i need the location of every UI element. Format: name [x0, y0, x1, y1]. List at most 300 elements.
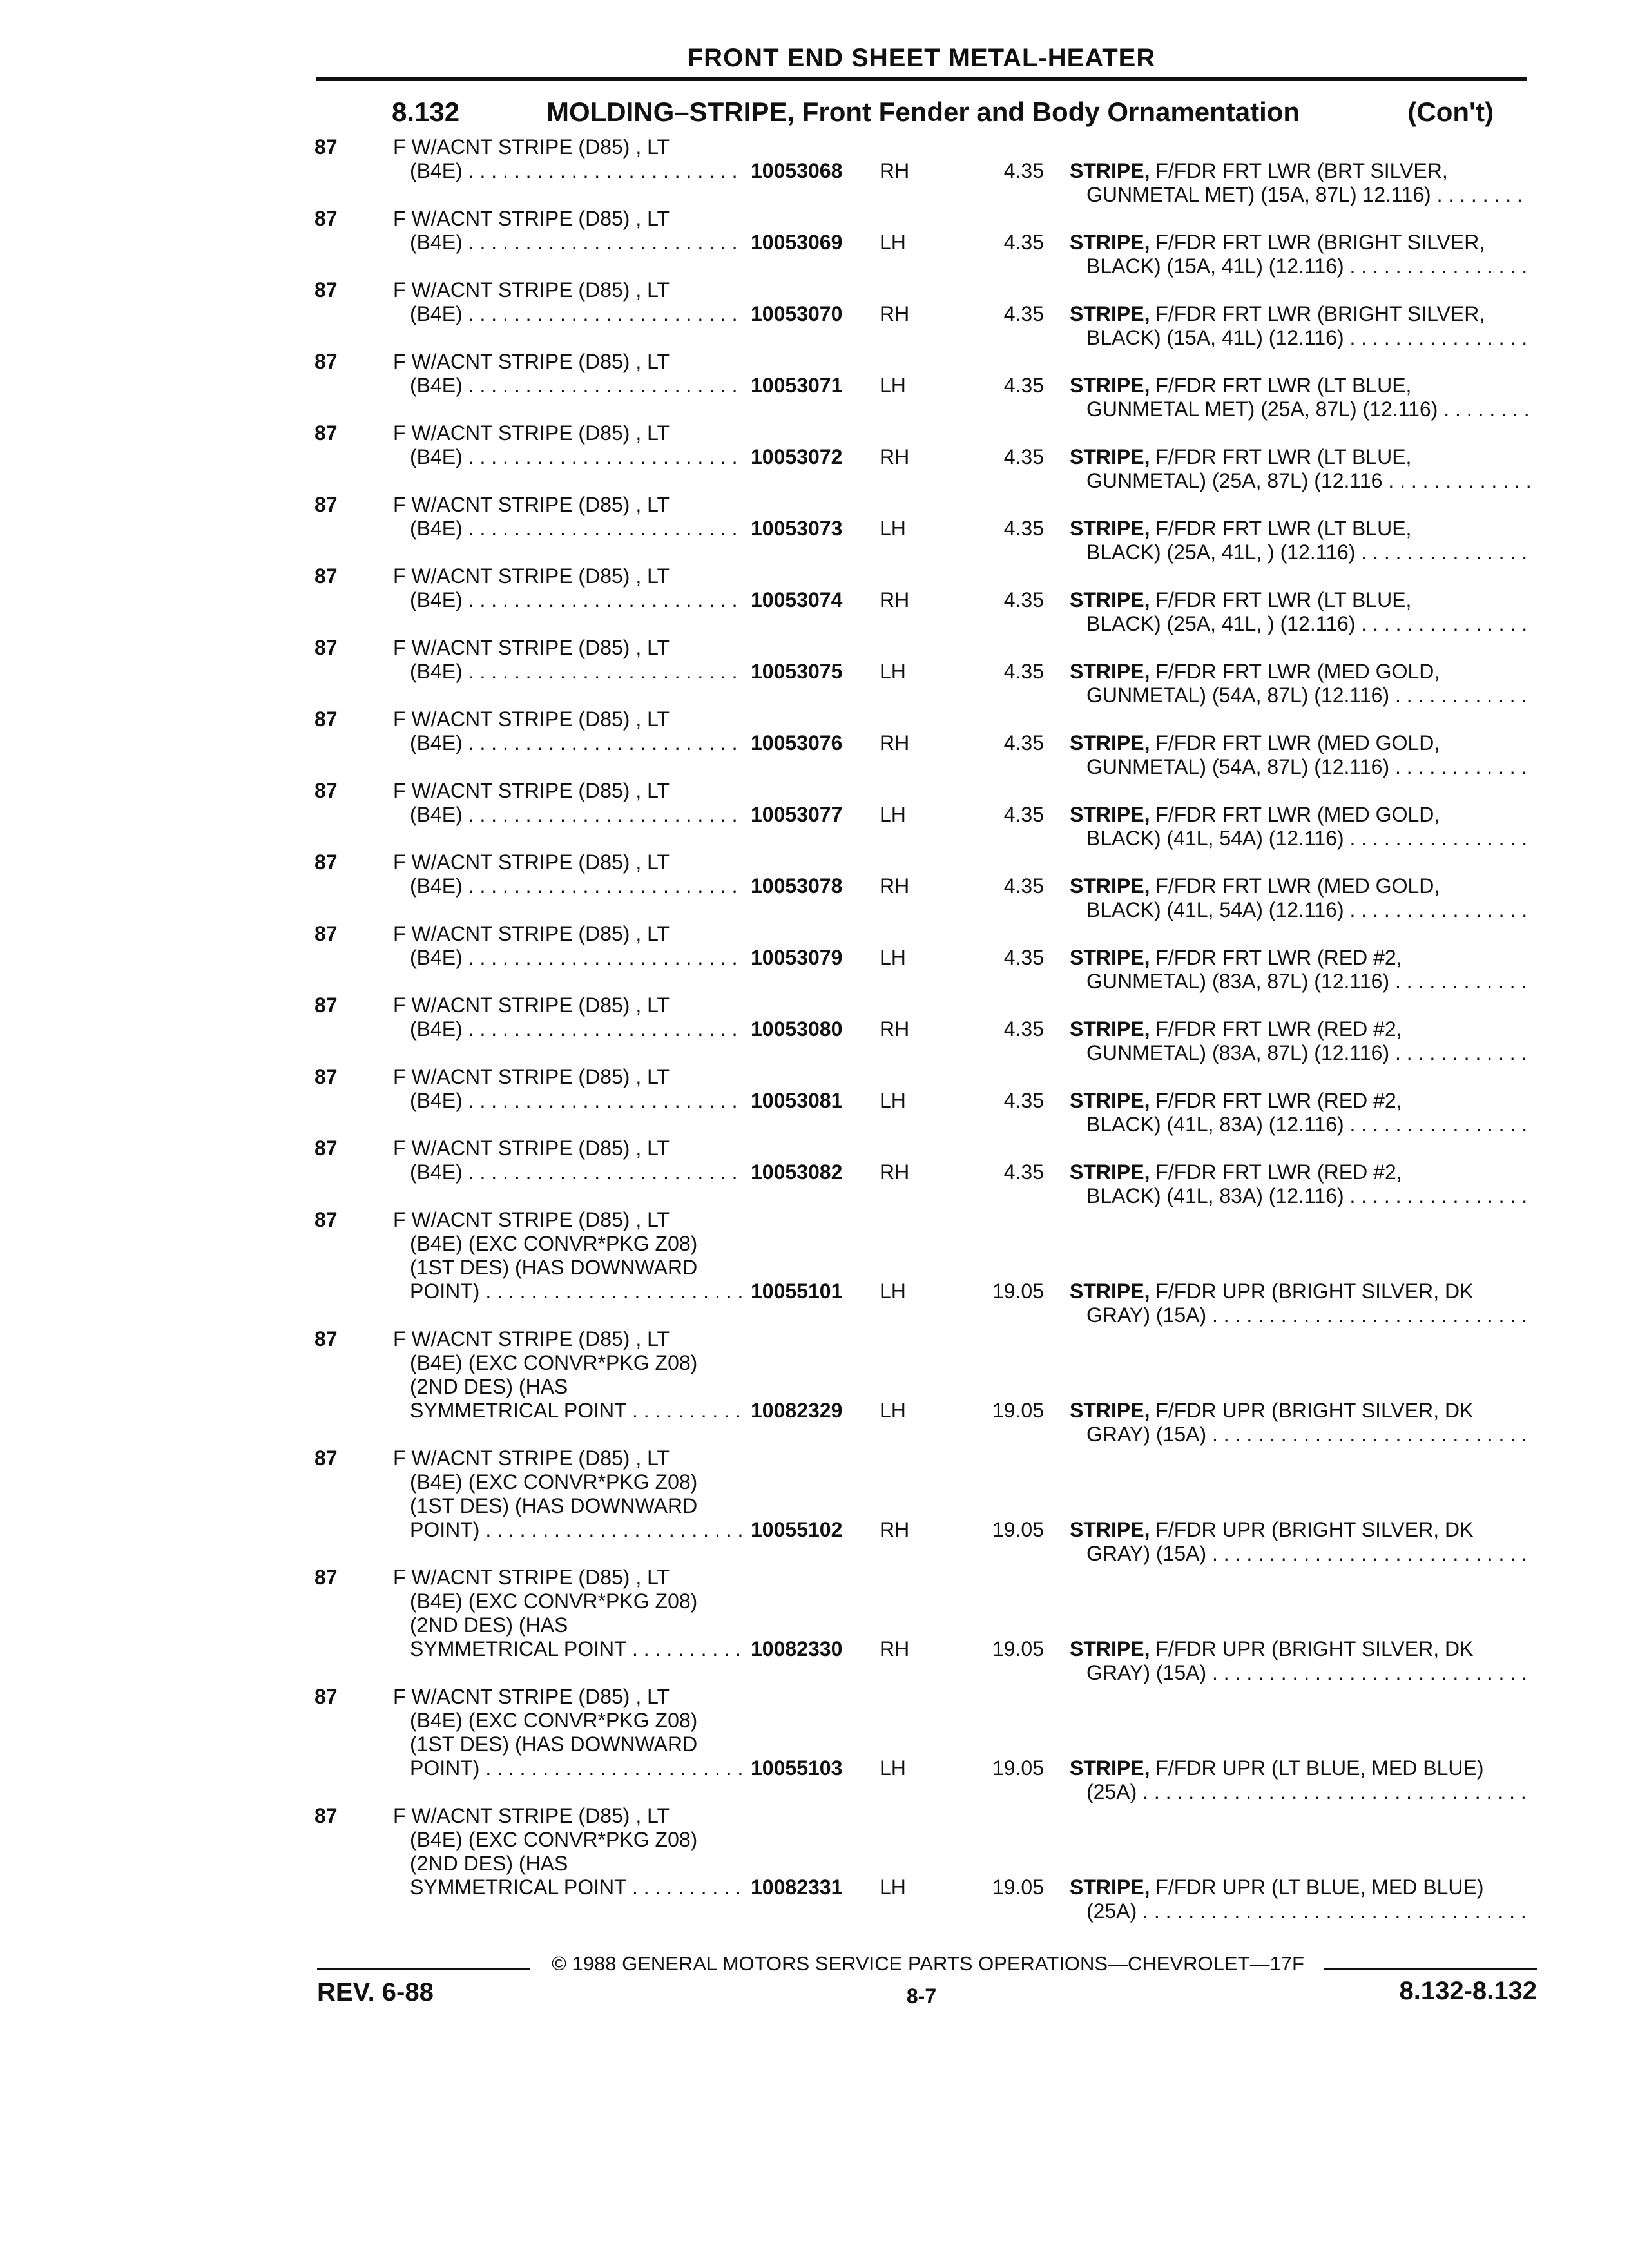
- entry-year: 87: [314, 135, 338, 159]
- part-name-text: GUNMETAL) (83A, 87L) (12.116): [1086, 970, 1390, 993]
- part-name-text: GRAY) (15A): [1086, 1423, 1207, 1446]
- part-number: 10053079: [751, 946, 843, 969]
- part-name-text: BLACK) (41L, 54A) (12.116): [1086, 898, 1344, 921]
- part-name-text: GRAY) (15A): [1086, 1542, 1207, 1565]
- description-text: (B4E): [410, 159, 463, 182]
- entry-description: [393, 1446, 744, 1542]
- description-text: (1ST DES) (HAS DOWNWARD: [410, 1494, 698, 1517]
- part-name-text: GRAY) (15A): [1086, 1303, 1207, 1327]
- description-text: F W/ACNT STRIPE (D85) , LT: [393, 564, 670, 588]
- entry-year: 87: [314, 636, 338, 659]
- description-line: [393, 1590, 744, 1613]
- entry-year: 87: [314, 493, 338, 516]
- description-line: [393, 1566, 744, 1590]
- part-name-line1: [1070, 231, 1530, 255]
- leader-dots: [479, 1518, 744, 1541]
- part-name-line2: [1070, 1184, 1530, 1208]
- leader-dots: [1344, 326, 1530, 349]
- description-line: [393, 1017, 744, 1041]
- side-indicator: LH: [880, 1756, 906, 1780]
- part-number: 10082329: [751, 1399, 843, 1422]
- part-number: 10082330: [751, 1637, 843, 1660]
- footer-page-number: 8-7: [906, 1984, 937, 2008]
- entry-year: 87: [314, 922, 338, 945]
- description-line: [393, 1804, 744, 1828]
- part-number: 10053078: [751, 874, 843, 898]
- parts-entry: [0, 1208, 1629, 1327]
- entry-year: 87: [314, 350, 338, 373]
- leader-dots: [463, 660, 744, 683]
- description-line: [393, 1828, 744, 1852]
- leader-dots: [479, 1280, 744, 1303]
- description-line: [393, 1852, 744, 1876]
- side-indicator: LH: [880, 803, 906, 826]
- parts-entry: [0, 779, 1629, 850]
- parts-entry: [0, 1065, 1629, 1137]
- entry-year: 87: [314, 779, 338, 802]
- quantity-value: 4.35: [1003, 803, 1044, 826]
- description-line: [393, 350, 744, 374]
- side-indicator: LH: [880, 1089, 906, 1112]
- quantity-value: 19.05: [992, 1518, 1044, 1541]
- part-name-line2: [1070, 183, 1530, 207]
- parts-entry: [0, 850, 1629, 922]
- leader-dots: [1389, 684, 1530, 707]
- leader-dots: [463, 731, 744, 754]
- section-number: 8.132: [392, 97, 460, 127]
- part-name-text: F/FDR FRT LWR (RED #2,: [1155, 1089, 1402, 1112]
- parts-entry: [0, 994, 1629, 1065]
- description-text: F W/ACNT STRIPE (D85) , LT: [393, 1685, 670, 1708]
- description-line: [393, 660, 744, 684]
- parts-entry: [0, 493, 1629, 564]
- description-text: (B4E) (EXC CONVR*PKG Z08): [410, 1709, 698, 1732]
- quantity-value: 4.35: [1003, 588, 1044, 611]
- part-name-text: (25A): [1086, 1780, 1137, 1803]
- part-name: [1070, 374, 1530, 421]
- leader-dots: [1344, 1113, 1530, 1136]
- description-line: [393, 731, 744, 755]
- entry-description: [393, 636, 744, 684]
- description-line: [393, 1065, 744, 1089]
- parts-entry: [0, 1804, 1629, 1923]
- side-indicator: LH: [880, 231, 906, 254]
- part-name-line2: [1070, 1423, 1530, 1446]
- part-name-line2: [1070, 1542, 1530, 1566]
- part-name-text: BLACK) (41L, 83A) (12.116): [1086, 1184, 1344, 1207]
- description-text: SYMMETRICAL POINT: [410, 1876, 627, 1899]
- part-keyword: STRIPE,: [1070, 1518, 1150, 1541]
- quantity-value: 4.35: [1003, 374, 1044, 397]
- part-name-text: F/FDR UPR (BRIGHT SILVER, DK: [1155, 1399, 1474, 1422]
- leader-dots: [463, 588, 744, 611]
- description-text: F W/ACNT STRIPE (D85) , LT: [393, 1208, 670, 1231]
- side-indicator: RH: [880, 302, 910, 325]
- entry-description: [393, 1566, 744, 1661]
- part-keyword: STRIPE,: [1070, 374, 1150, 397]
- part-name: [1070, 1160, 1530, 1208]
- description-line: [393, 1637, 744, 1661]
- part-keyword: STRIPE,: [1070, 302, 1150, 325]
- part-name-line1: [1070, 1756, 1530, 1780]
- parts-entry: [0, 1327, 1629, 1446]
- leader-dots: [463, 445, 744, 468]
- entry-year: 87: [314, 1065, 338, 1088]
- part-name-text: GRAY) (15A): [1086, 1661, 1207, 1684]
- parts-entry: [0, 135, 1629, 207]
- description-line: [393, 421, 744, 445]
- entry-year: 87: [314, 421, 338, 445]
- part-number: 10055102: [751, 1518, 843, 1541]
- entry-year: 87: [314, 1208, 338, 1231]
- description-line: [393, 994, 744, 1017]
- part-name-line1: [1070, 1518, 1530, 1542]
- description-text: POINT): [410, 1518, 480, 1541]
- part-name-text: F/FDR FRT LWR (LT BLUE,: [1155, 445, 1412, 468]
- quantity-value: 4.35: [1003, 445, 1044, 468]
- part-keyword: STRIPE,: [1070, 1756, 1150, 1780]
- part-keyword: STRIPE,: [1070, 159, 1150, 182]
- leader-dots: [1344, 827, 1530, 850]
- part-name-line2: [1070, 1041, 1530, 1065]
- part-keyword: STRIPE,: [1070, 1160, 1150, 1184]
- description-text: F W/ACNT STRIPE (D85) , LT: [393, 1137, 670, 1160]
- leader-dots: [626, 1637, 744, 1660]
- entry-description: [393, 1065, 744, 1113]
- entry-description: [393, 421, 744, 469]
- description-line: [393, 1494, 744, 1518]
- part-name-text: F/FDR FRT LWR (BRIGHT SILVER,: [1155, 302, 1485, 325]
- side-indicator: LH: [880, 374, 906, 397]
- description-line: [393, 1446, 744, 1470]
- part-name-text: (25A): [1086, 1899, 1137, 1923]
- parts-entry: [0, 636, 1629, 707]
- description-text: (B4E) (EXC CONVR*PKG Z08): [410, 1232, 698, 1255]
- description-text: F W/ACNT STRIPE (D85) , LT: [393, 994, 670, 1017]
- description-text: SYMMETRICAL POINT: [410, 1637, 627, 1660]
- quantity-value: 4.35: [1003, 517, 1044, 540]
- part-keyword: STRIPE,: [1070, 1637, 1150, 1660]
- entry-year: 87: [314, 1685, 338, 1708]
- description-text: F W/ACNT STRIPE (D85) , LT: [393, 636, 670, 659]
- leader-dots: [463, 1089, 744, 1112]
- side-indicator: RH: [880, 445, 910, 468]
- part-name: [1070, 1518, 1530, 1566]
- part-name-line2: [1070, 398, 1530, 421]
- part-name-line1: [1070, 1089, 1530, 1113]
- part-name: [1070, 1876, 1530, 1923]
- parts-entry: [0, 707, 1629, 779]
- part-keyword: STRIPE,: [1070, 1280, 1150, 1303]
- part-name-line1: [1070, 874, 1530, 898]
- part-name-text: F/FDR FRT LWR (BRIGHT SILVER,: [1155, 231, 1485, 254]
- description-line: [393, 1518, 744, 1542]
- description-text: (B4E): [410, 517, 463, 540]
- entry-description: [393, 779, 744, 827]
- footer-revision: REV. 6-88: [317, 1978, 434, 2006]
- description-line: [393, 374, 744, 398]
- description-text: (B4E) (EXC CONVR*PKG Z08): [410, 1351, 698, 1374]
- description-text: (1ST DES) (HAS DOWNWARD: [410, 1733, 698, 1756]
- part-name-line1: [1070, 660, 1530, 684]
- part-name-line2: [1070, 684, 1530, 707]
- description-line: [393, 135, 744, 159]
- side-indicator: LH: [880, 946, 906, 969]
- part-name-text: GUNMETAL MET) (25A, 87L) (12.116): [1086, 398, 1438, 421]
- description-line: [393, 874, 744, 898]
- leader-dots: [1344, 255, 1530, 278]
- description-line: [393, 1280, 744, 1303]
- parts-entry: [0, 1685, 1629, 1804]
- part-keyword: STRIPE,: [1070, 517, 1150, 540]
- description-line: [393, 1876, 744, 1899]
- side-indicator: RH: [880, 588, 910, 611]
- description-text: (B4E): [410, 374, 463, 397]
- entry-year: 87: [314, 278, 338, 302]
- part-name-line2: [1070, 970, 1530, 994]
- part-name-line2: [1070, 255, 1530, 278]
- part-name: [1070, 231, 1530, 278]
- side-indicator: RH: [880, 731, 910, 754]
- entry-year: 87: [314, 207, 338, 230]
- part-keyword: STRIPE,: [1070, 445, 1150, 468]
- part-name-line2: [1070, 612, 1530, 636]
- part-name-line2: [1070, 1661, 1530, 1685]
- description-text: F W/ACNT STRIPE (D85) , LT: [393, 1065, 670, 1088]
- description-line: [393, 803, 744, 827]
- part-name-line1: [1070, 1876, 1530, 1899]
- part-keyword: STRIPE,: [1070, 803, 1150, 826]
- part-name-text: F/FDR FRT LWR (MED GOLD,: [1155, 803, 1440, 826]
- leader-dots: [1344, 898, 1530, 921]
- description-line: [393, 278, 744, 302]
- description-line: [393, 850, 744, 874]
- description-text: SYMMETRICAL POINT: [410, 1399, 627, 1422]
- side-indicator: LH: [880, 660, 906, 683]
- quantity-value: 4.35: [1003, 1089, 1044, 1112]
- description-line: [393, 1351, 744, 1375]
- description-text: F W/ACNT STRIPE (D85) , LT: [393, 421, 670, 445]
- description-text: (2ND DES) (HAS: [410, 1375, 568, 1398]
- entry-year: 87: [314, 564, 338, 588]
- entry-description: [393, 1137, 744, 1184]
- leader-dots: [463, 946, 744, 969]
- entry-year: 87: [314, 1566, 338, 1589]
- part-number: 10053080: [751, 1017, 843, 1041]
- description-line: [393, 1733, 744, 1756]
- part-number: 10055103: [751, 1756, 843, 1780]
- description-text: F W/ACNT STRIPE (D85) , LT: [393, 493, 670, 516]
- side-indicator: RH: [880, 159, 910, 182]
- part-name-line1: [1070, 1637, 1530, 1661]
- part-name-text: F/FDR UPR (BRIGHT SILVER, DK: [1155, 1280, 1474, 1303]
- part-number: 10053073: [751, 517, 843, 540]
- description-line: [393, 1232, 744, 1256]
- entry-description: [393, 135, 744, 183]
- part-number: 10053074: [751, 588, 843, 611]
- part-name-line1: [1070, 445, 1530, 469]
- part-keyword: STRIPE,: [1070, 731, 1150, 754]
- quantity-value: 19.05: [992, 1637, 1044, 1660]
- part-name: [1070, 1399, 1530, 1446]
- description-line: [393, 517, 744, 541]
- part-number: 10053068: [751, 159, 843, 182]
- quantity-value: 4.35: [1003, 660, 1044, 683]
- part-name-text: F/FDR FRT LWR (RED #2,: [1155, 1160, 1402, 1184]
- entry-description: [393, 493, 744, 541]
- parts-entry: [0, 207, 1629, 278]
- part-number: 10053070: [751, 302, 843, 325]
- entry-year: 87: [314, 1804, 338, 1827]
- description-text: (2ND DES) (HAS: [410, 1852, 568, 1875]
- description-text: F W/ACNT STRIPE (D85) , LT: [393, 1327, 670, 1350]
- part-name: [1070, 946, 1530, 994]
- part-name-line1: [1070, 1017, 1530, 1041]
- part-name-text: F/FDR FRT LWR (RED #2,: [1155, 1017, 1402, 1041]
- leader-dots: [1389, 970, 1530, 993]
- part-name-line1: [1070, 1280, 1530, 1303]
- part-keyword: STRIPE,: [1070, 1089, 1150, 1112]
- part-name-text: F/FDR FRT LWR (LT BLUE,: [1155, 588, 1412, 611]
- entry-description: [393, 707, 744, 755]
- part-keyword: STRIPE,: [1070, 660, 1150, 683]
- side-indicator: RH: [880, 874, 910, 898]
- part-name-line1: [1070, 946, 1530, 970]
- entry-year: 87: [314, 994, 338, 1017]
- description-text: (B4E): [410, 731, 463, 754]
- description-text: F W/ACNT STRIPE (D85) , LT: [393, 1804, 670, 1827]
- description-line: [393, 207, 744, 231]
- description-text: (B4E): [410, 1160, 463, 1184]
- description-line: [393, 588, 744, 612]
- part-name-text: F/FDR FRT LWR (MED GOLD,: [1155, 731, 1440, 754]
- description-line: [393, 1375, 744, 1399]
- leader-dots: [1206, 1423, 1530, 1446]
- part-name-line1: [1070, 1160, 1530, 1184]
- part-name: [1070, 874, 1530, 922]
- part-name-text: GUNMETAL) (54A, 87L) (12.116): [1086, 755, 1390, 778]
- part-name-line2: [1070, 827, 1530, 850]
- description-text: (B4E) (EXC CONVR*PKG Z08): [410, 1590, 698, 1613]
- leader-dots: [1206, 1542, 1530, 1565]
- footer-copyright: © 1988 GENERAL MOTORS SERVICE PARTS OPERATIONS—CHEVROLET—17F: [552, 1952, 1304, 1975]
- part-name-text: GUNMETAL MET) (15A, 87L) 12.116): [1086, 183, 1431, 206]
- description-text: (B4E) (EXC CONVR*PKG Z08): [410, 1828, 698, 1851]
- section-heading: [392, 97, 1494, 135]
- parts-entry: [0, 350, 1629, 421]
- part-name-text: F/FDR UPR (BRIGHT SILVER, DK: [1155, 1637, 1474, 1660]
- quantity-value: 19.05: [992, 1876, 1044, 1899]
- section-continued: (Con't): [1407, 97, 1494, 127]
- part-number: 10053075: [751, 660, 843, 683]
- part-number: 10053071: [751, 374, 843, 397]
- part-name-text: GUNMETAL) (83A, 87L) (12.116): [1086, 1041, 1390, 1064]
- leader-dots: [463, 374, 744, 397]
- part-name-text: F/FDR FRT LWR (LT BLUE,: [1155, 517, 1412, 540]
- side-indicator: RH: [880, 1637, 910, 1660]
- entry-description: [393, 1208, 744, 1303]
- leader-dots: [463, 231, 744, 254]
- description-text: (B4E): [410, 1017, 463, 1041]
- part-number: 10053069: [751, 231, 843, 254]
- side-indicator: LH: [880, 1399, 906, 1422]
- part-name: [1070, 445, 1530, 493]
- description-line: [393, 1470, 744, 1494]
- leader-dots: [1206, 1303, 1530, 1327]
- description-line: [393, 159, 744, 183]
- part-name-text: F/FDR FRT LWR (LT BLUE,: [1155, 374, 1412, 397]
- part-name-text: BLACK) (41L, 83A) (12.116): [1086, 1113, 1344, 1136]
- part-name-line2: [1070, 755, 1530, 779]
- part-name-line2: [1070, 541, 1530, 564]
- entry-description: [393, 1685, 744, 1780]
- parts-list: [0, 135, 1629, 1923]
- entry-description: [393, 350, 744, 398]
- description-line: [393, 302, 744, 326]
- leader-dots: [626, 1399, 744, 1422]
- description-line: [393, 1685, 744, 1709]
- leader-dots: [1344, 1184, 1530, 1207]
- description-text: F W/ACNT STRIPE (D85) , LT: [393, 707, 670, 731]
- part-number: 10053077: [751, 803, 843, 826]
- part-name-text: GUNMETAL) (54A, 87L) (12.116): [1086, 684, 1390, 707]
- part-name-text: F/FDR FRT LWR (RED #2,: [1155, 946, 1402, 969]
- part-name: [1070, 1756, 1530, 1804]
- description-line: [393, 779, 744, 803]
- description-line: [393, 922, 744, 946]
- part-name: [1070, 660, 1530, 707]
- part-name-line1: [1070, 302, 1530, 326]
- side-indicator: LH: [880, 1876, 906, 1899]
- side-indicator: RH: [880, 1017, 910, 1041]
- description-text: F W/ACNT STRIPE (D85) , LT: [393, 850, 670, 874]
- leader-dots: [1382, 469, 1530, 492]
- part-number: 10055101: [751, 1280, 843, 1303]
- part-name-text: GUNMETAL) (25A, 87L) (12.116: [1086, 469, 1383, 492]
- part-name: [1070, 1089, 1530, 1137]
- part-name-line1: [1070, 731, 1530, 755]
- part-number: 10082331: [751, 1876, 843, 1899]
- leader-dots: [1389, 1041, 1530, 1064]
- description-text: F W/ACNT STRIPE (D85) , LT: [393, 278, 670, 302]
- entry-year: 87: [314, 1327, 338, 1350]
- part-name-line2: [1070, 1780, 1530, 1804]
- part-number: 10053072: [751, 445, 843, 468]
- leader-dots: [626, 1876, 744, 1899]
- quantity-value: 4.35: [1003, 231, 1044, 254]
- description-text: (B4E): [410, 445, 463, 468]
- entry-year: 87: [314, 850, 338, 874]
- part-name-text: BLACK) (41L, 54A) (12.116): [1086, 827, 1344, 850]
- description-line: [393, 564, 744, 588]
- description-text: F W/ACNT STRIPE (D85) , LT: [393, 350, 670, 373]
- description-text: F W/ACNT STRIPE (D85) , LT: [393, 207, 670, 230]
- leader-dots: [1137, 1780, 1530, 1803]
- footer-rule-right: [1324, 1968, 1537, 1970]
- description-line: [393, 1256, 744, 1280]
- leader-dots: [463, 803, 744, 826]
- entry-description: [393, 278, 744, 326]
- part-name: [1070, 1637, 1530, 1685]
- leader-dots: [1431, 183, 1530, 206]
- description-text: (B4E): [410, 946, 463, 969]
- part-name-line1: [1070, 159, 1530, 183]
- part-number: 10053076: [751, 731, 843, 754]
- quantity-value: 4.35: [1003, 874, 1044, 898]
- description-line: [393, 1327, 744, 1351]
- description-line: [393, 1709, 744, 1733]
- part-name: [1070, 731, 1530, 779]
